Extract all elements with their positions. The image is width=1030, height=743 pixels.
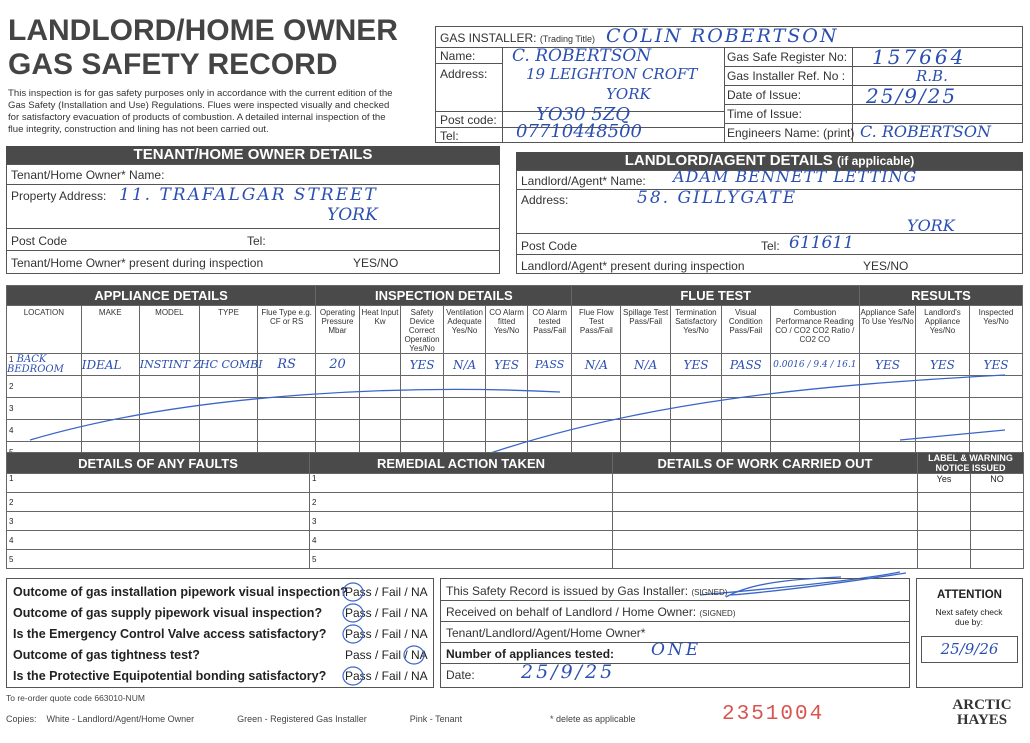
landlord-address-line2[interactable]: YORK <box>907 216 955 235</box>
landlord-present-label: Landlord/Agent* present during inspection <box>521 259 745 273</box>
outcome-options[interactable]: Pass / Fail / NA <box>345 627 428 641</box>
register-label: Gas Safe Register No: <box>727 50 848 64</box>
address-line2[interactable]: YORK <box>606 85 651 103</box>
tenant-postcode-label: Post Code <box>11 234 68 248</box>
col-ventilation: Ventilation Adequate Yes/No <box>443 306 486 354</box>
received-signed-label: (SIGNED) <box>699 609 736 618</box>
fault-row-number: 5 <box>7 550 310 569</box>
date-issue-label: Date of Issue: <box>727 88 802 102</box>
title-line1: LANDLORD/HOME OWNER <box>8 14 398 47</box>
col-model: MODEL <box>139 306 199 354</box>
outcome-options[interactable]: Pass / Fail / NA <box>345 606 428 620</box>
tenant-present-label: Tenant/Home Owner* present during inspection <box>11 256 264 270</box>
intro-text: This inspection is for gas safety purposes only in accordance with the current edition of the Gas Safety (Installation and Use) Regulations. Flues were inspected visually and checked for satisfactory evacuation of products of combustion. A detailed internal inspection of the flue integrity, construction and lining has not been carried out. <box>8 88 393 135</box>
cell-type[interactable]: HC COMBI <box>199 354 257 376</box>
delete-note: * delete as applicable <box>550 714 636 724</box>
installer-signature[interactable] <box>721 569 911 603</box>
serial-number: 2351004 <box>722 703 825 726</box>
tenant-heading: TENANT/HOME OWNER DETAILS <box>6 146 500 164</box>
cell-spillage[interactable]: N/A <box>621 354 671 376</box>
issued-by-label: This Safety Record is issued by Gas Installer: <box>446 584 689 598</box>
cell-location: BACK BEDROOM <box>7 353 64 375</box>
outcome-options[interactable]: Pass / Fail / NA <box>345 648 428 662</box>
trading-value[interactable]: COLIN ROBERTSON <box>606 25 839 47</box>
address-line1[interactable]: 19 LEIGHTON CROFT <box>526 65 698 83</box>
col-safe-to-use: Appliance Safe To Use Yes/No <box>859 306 915 354</box>
col-landlords-appliance: Landlord's Appliance Yes/No <box>915 306 969 354</box>
copy-pink: Pink - Tenant <box>409 714 463 724</box>
col-spillage: Spillage Test Pass/Fail <box>621 306 671 354</box>
due-date-box[interactable] <box>921 636 1018 663</box>
col-make: MAKE <box>81 306 139 354</box>
col-location: LOCATION <box>7 306 82 354</box>
landlord-name-label: Landlord/Agent* Name: <box>521 174 646 188</box>
outcome-options[interactable]: Pass / Fail / NA <box>345 585 428 599</box>
row-number: 1 <box>9 354 14 364</box>
landlord-name-value[interactable]: ADAM BENNETT LETTING <box>673 167 918 186</box>
faults-heading: DETAILS OF ANY FAULTS <box>7 453 310 474</box>
appliances-tested-label: Number of appliances tested: <box>446 647 615 661</box>
remedial-row-number: 3 <box>310 512 613 531</box>
property-address-label: Property Address: <box>11 189 107 203</box>
cell-visual[interactable]: PASS <box>721 354 770 376</box>
col-termination: Termination Satisfactory Yes/No <box>671 306 722 354</box>
row-number: 2 <box>7 376 82 398</box>
col-heat-input: Heat Input Kw <box>359 306 401 354</box>
received-label: Received on behalf of Landlord / Home Owner: <box>446 605 697 619</box>
remedial-row-number: 2 <box>310 493 613 512</box>
cell-termination[interactable]: YES <box>671 354 722 376</box>
time-issue-label: Time of Issue: <box>727 107 802 121</box>
landlord-present-options[interactable]: YES/NO <box>863 259 909 273</box>
signoff-date-value[interactable]: 25/9/25 <box>521 661 616 683</box>
copies-label: Copies: <box>6 714 37 724</box>
outcome-question: Outcome of gas tightness test? <box>13 648 200 662</box>
signoff-date-label: Date: <box>446 668 475 682</box>
tel-value[interactable]: 07710448500 <box>516 121 642 142</box>
engineer-label: Engineers Name: (print) <box>727 126 855 140</box>
outcome-question: Outcome of gas supply pipework visual inspection? <box>13 606 323 620</box>
property-address-line1[interactable]: 11. TRAFALGAR STREET <box>119 185 378 205</box>
landlord-tel-value[interactable]: 611611 <box>789 233 854 253</box>
work-heading: DETAILS OF WORK CARRIED OUT <box>613 453 918 474</box>
property-address-line2[interactable]: YORK <box>327 205 378 225</box>
appliance-details-heading: APPLIANCE DETAILS <box>7 286 316 306</box>
outcome-question: Is the Emergency Control Valve access satisfactory? <box>13 627 327 641</box>
col-co-alarm-tested: CO Alarm tested Pass/Fail <box>527 306 572 354</box>
cell-ventilation[interactable]: N/A <box>443 354 486 376</box>
landlord-address-label: Address: <box>521 193 569 207</box>
cell-safe-to-use[interactable]: YES <box>859 354 915 376</box>
signed-label: (SIGNED) <box>691 588 728 597</box>
attention-heading: ATTENTION <box>937 589 1002 601</box>
landlord-heading-suffix: (if applicable) <box>836 154 915 168</box>
col-flue-flow: Flue Flow Test Pass/Fail <box>572 306 621 354</box>
brand-line2: HAYES <box>956 712 1008 728</box>
fault-row-number: 3 <box>7 512 310 531</box>
flue-test-heading: FLUE TEST <box>572 286 859 306</box>
tenant-present-options[interactable]: YES/NO <box>353 256 399 270</box>
brand-line1: ARCTIC <box>952 697 1012 713</box>
outcome-question: Is the Protective Equipotential bonding satisfactory? <box>13 669 327 683</box>
cell-flue-flow[interactable]: N/A <box>572 354 621 376</box>
tel-label: Tel: <box>440 129 459 143</box>
remedial-row-number: 1 <box>310 474 613 493</box>
col-type: TYPE <box>199 306 257 354</box>
col-combustion: Combustion Performance Reading CO / CO2 CO2 Ratio / CO2 CO <box>770 306 859 354</box>
ref-label: Gas Installer Ref. No : <box>727 69 846 83</box>
row-number: 4 <box>7 420 82 442</box>
results-heading: RESULTS <box>859 286 1022 306</box>
due-date-value: 25/9/26 <box>940 640 999 658</box>
outcome-question: Outcome of gas installation pipework visual inspection? <box>13 585 348 599</box>
cell-co-alarm-fitted[interactable]: YES <box>486 354 528 376</box>
cell-pressure[interactable]: 20 <box>316 354 360 376</box>
title-line2: GAS SAFETY RECORD <box>8 48 338 81</box>
col-pressure: Operating Pressure Mbar <box>316 306 360 354</box>
attention-sub: Next safety check due by: <box>935 607 1003 627</box>
cell-model[interactable]: INSTINT Z <box>139 354 199 376</box>
cell-safety-device[interactable]: YES <box>401 354 444 376</box>
cell-inspected[interactable]: YES <box>969 354 1022 376</box>
tenant-line-label: Tenant/Landlord/Agent/Home Owner* <box>446 626 646 640</box>
name-label: Name: <box>440 49 476 63</box>
fault-row-number: 2 <box>7 493 310 512</box>
reorder-text: To re-order quote code 663010-NUM <box>6 693 145 703</box>
attention-box <box>916 578 1023 688</box>
engineer-value[interactable]: C. ROBERTSON <box>860 122 991 141</box>
col-visual: Visual Condition Pass/Fail <box>721 306 770 354</box>
remedial-heading: REMEDIAL ACTION TAKEN <box>310 453 613 474</box>
faults-table <box>6 452 1024 569</box>
cell-landlords-appliance[interactable]: YES <box>915 354 969 376</box>
cell-co-alarm-tested[interactable]: PASS <box>527 354 572 376</box>
postcode-label: Post code: <box>440 113 497 127</box>
outcomes-box <box>6 578 434 688</box>
cell-combustion[interactable]: 0.0016 / 9.4 / 16.1 <box>770 354 859 376</box>
name-value[interactable]: C. ROBERTSON <box>512 46 652 66</box>
landlord-tel-label: Tel: <box>761 239 780 253</box>
installer-label: GAS INSTALLER: <box>440 31 537 45</box>
inspection-details-heading: INSPECTION DETAILS <box>316 286 572 306</box>
brand-logo <box>940 698 1024 728</box>
label-notice-heading: LABEL & WARNING NOTICE ISSUED <box>918 453 1024 474</box>
pass-circles <box>7 579 435 689</box>
fault-row-number: 4 <box>7 531 310 550</box>
register-value[interactable]: 157664 <box>872 45 967 69</box>
label-no: NO <box>971 474 1024 493</box>
copy-white: White - Landlord/Agent/Home Owner <box>46 714 195 724</box>
col-inspected: Inspected Yes/No <box>969 306 1022 354</box>
cell-flue-type[interactable]: RS <box>258 354 316 376</box>
trading-label: (Trading Title) <box>539 34 596 44</box>
label-yes: Yes <box>918 474 971 493</box>
remedial-row-number: 4 <box>310 531 613 550</box>
tenant-tel-label: Tel: <box>247 234 266 248</box>
col-safety-device: Safety Device Correct Operation Yes/No <box>401 306 444 354</box>
tenant-name-label: Tenant/Home Owner* Name: <box>11 168 165 182</box>
date-issue-value[interactable]: 25/9/25 <box>866 84 958 108</box>
postcode-value[interactable]: YO30 5ZQ <box>536 104 630 125</box>
row-number: 3 <box>7 398 82 420</box>
remedial-row-number: 5 <box>310 550 613 569</box>
outcome-options[interactable]: Pass / Fail / NA <box>345 669 428 683</box>
signoff-box <box>440 578 910 688</box>
col-co-alarm-fitted: CO Alarm fitted Yes/No <box>486 306 528 354</box>
landlord-address-line1[interactable]: 58. GILLYGATE <box>637 188 798 208</box>
copies-line <box>6 714 462 724</box>
address-label: Address: <box>440 67 488 81</box>
copy-green: Green - Registered Gas Installer <box>237 714 367 724</box>
col-flue-type: Flue Type e.g. CF or RS <box>258 306 316 354</box>
ref-value[interactable]: R.B. <box>916 67 948 85</box>
cell-make[interactable]: IDEAL <box>81 354 139 376</box>
fault-row-number: 1 <box>7 474 310 493</box>
landlord-postcode-label: Post Code <box>521 239 578 253</box>
appliances-tested-value[interactable]: ONE <box>651 640 702 660</box>
landlord-heading-text: LANDLORD/AGENT DETAILS <box>624 152 833 169</box>
